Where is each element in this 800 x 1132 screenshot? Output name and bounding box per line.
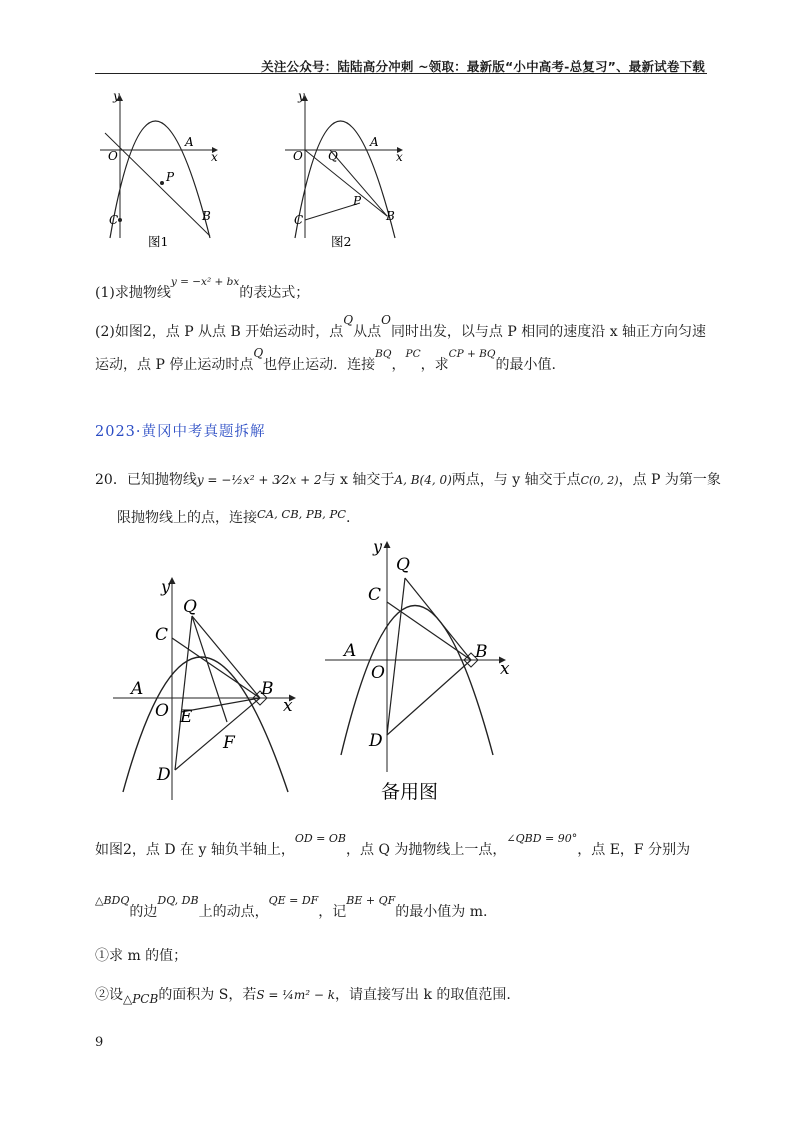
parabola	[110, 121, 210, 238]
q20-text-d: ，点 P 为第一象	[618, 472, 721, 488]
caption-fig2: 图2	[331, 234, 352, 249]
part2-line2-a: 运动，点 P 停止运动时点	[95, 357, 254, 373]
caption-spare-figure: 备用图	[381, 781, 439, 803]
q20-line2-a: 限抛物线上的点，连接	[117, 510, 257, 526]
segment-eb	[181, 698, 260, 712]
parabola	[341, 606, 493, 756]
body-line2-b: 上的动点，	[198, 904, 269, 920]
figure-1	[100, 89, 218, 249]
label-b: B	[386, 209, 395, 223]
question-part-2-line1	[95, 313, 707, 342]
sub-question-2	[95, 985, 511, 1005]
body-text-c: ，点 E，F 分别为	[577, 842, 691, 858]
part2-text-a: (2)如图2，点 P 从点 B 开始运动时，点	[95, 324, 344, 340]
cond-od-ob: OD = OB	[294, 832, 346, 845]
label-x: x	[396, 150, 403, 164]
label-d: D	[157, 765, 171, 785]
header-text: 关注公众号：陆陆高分冲刺 ~领取：最新版“小中高考-总复习”、最新试卷下载	[261, 59, 705, 74]
cond-qe-df: QE = DF	[268, 894, 319, 907]
figure-right	[325, 537, 510, 803]
label-p: P	[166, 170, 175, 184]
label-o: O	[108, 149, 118, 163]
figures-middle	[95, 530, 535, 810]
label-q: Q	[328, 149, 338, 163]
figure-2	[285, 89, 403, 249]
segment-qd	[387, 578, 405, 735]
segment-cp	[305, 203, 360, 220]
label-a: A	[370, 135, 379, 149]
section-title: 2023·黄冈中考真题拆解	[95, 424, 266, 440]
caption-fig1: 图1	[148, 234, 169, 249]
label-c: C	[109, 213, 119, 227]
label-q: Q	[183, 597, 197, 617]
label-e: E	[180, 707, 193, 727]
label-x: x	[211, 150, 218, 164]
body-line2-d: 的最小值为 m.	[395, 904, 488, 920]
sub2-text-c: ，请直接写出 k 的取值范围.	[335, 987, 511, 1003]
label-b: B	[202, 209, 211, 223]
label-o: O	[293, 149, 303, 163]
triangle-bdq: △BDQ	[95, 894, 130, 907]
label-y: y	[113, 89, 120, 103]
page-number: 9	[95, 1035, 104, 1050]
segment-db	[387, 660, 471, 735]
label-q: Q	[396, 555, 410, 575]
part2-expr: CP + BQ	[448, 348, 496, 360]
part2-line2-q: Q	[253, 346, 264, 360]
body-line2-a: 的边	[129, 904, 158, 920]
part2-line2-b: 也停止运动．连接	[263, 357, 376, 373]
part2-line2-d: 的最小值.	[495, 357, 556, 373]
edges: DQ, DB	[157, 894, 199, 907]
part2-pc: PC	[405, 348, 421, 360]
header-divider	[95, 73, 707, 74]
sub2-text-a: ②设	[95, 987, 123, 1003]
segment-qf	[192, 616, 227, 722]
label-o: O	[155, 701, 169, 721]
question-part-1	[95, 276, 310, 304]
q20-line1	[95, 470, 721, 491]
figure-left	[113, 577, 295, 800]
q20-number: 20．	[95, 472, 127, 488]
expr-be-qf: BE + QF	[346, 894, 396, 907]
sub2-formula: S = ¼m² − k	[256, 988, 336, 1002]
cond-angle: ∠QBD = 90°	[506, 832, 578, 845]
part2-text-c: 同时出发，以与点 P 相同的速度沿 x 轴正方向匀速	[390, 324, 707, 340]
figures-top	[95, 88, 435, 253]
label-a: A	[185, 135, 194, 149]
part2-q: Q	[343, 313, 354, 327]
parabola	[123, 657, 288, 792]
part1-pre: (1)求抛物线	[95, 285, 171, 301]
q20-segments: CA, CB, PB, PC	[257, 507, 347, 521]
body-text-b: ，点 Q 为抛物线上一点，	[346, 842, 507, 858]
point-c	[118, 218, 122, 222]
q20-body-line1	[95, 832, 691, 861]
segment-qb	[405, 578, 471, 660]
label-x: x	[283, 696, 293, 716]
label-y: y	[161, 577, 171, 596]
label-b: B	[475, 642, 488, 662]
label-c: C	[294, 213, 304, 227]
line-ob	[305, 150, 387, 216]
label-f: F	[223, 733, 235, 753]
q20-points: A, B(4, 0)	[394, 473, 452, 487]
label-p: P	[353, 194, 362, 208]
triangle-pcb: △PCB	[123, 992, 159, 1006]
label-o: O	[371, 663, 385, 683]
q20-text-a: 已知抛物线	[126, 472, 197, 488]
label-c: C	[155, 625, 169, 645]
body-line2-c: ，记	[318, 904, 347, 920]
segment-qd	[175, 616, 192, 770]
label-b: B	[261, 679, 274, 699]
q20-body-line2	[95, 894, 488, 923]
q20-line2-end: .	[346, 510, 351, 526]
part1-formula: y = −x² + bx	[170, 276, 240, 288]
question-part-2-line2	[95, 346, 556, 376]
q20-point-c: C(0, 2)	[580, 474, 619, 487]
part2-text-b: 从点	[353, 324, 382, 340]
part2-sep: ，	[391, 357, 406, 373]
part1-post: 的表达式；	[239, 285, 310, 301]
label-x: x	[500, 659, 510, 679]
q20-text-b: 与 x 轴交于	[321, 472, 395, 488]
sub2-text-b: 的面积为 S，若	[158, 987, 257, 1003]
q20-text-c: 两点，与 y 轴交于点	[451, 472, 581, 488]
part2-line2-c: ，求	[420, 357, 449, 373]
q20-formula: y = −½x² + 3⁄2x + 2	[196, 473, 322, 487]
body-text-a: 如图2，点 D 在 y 轴负半轴上，	[95, 842, 295, 858]
point-p	[160, 181, 164, 185]
label-d: D	[369, 731, 383, 751]
parabola	[295, 121, 395, 238]
q20-line2	[117, 508, 350, 528]
label-c: C	[368, 585, 382, 605]
part2-o: O	[381, 313, 391, 327]
sub-question-1: ①求 m 的值；	[95, 948, 188, 964]
part2-bq: BQ	[375, 348, 392, 360]
label-a: A	[131, 679, 144, 699]
label-a: A	[344, 641, 357, 661]
label-y: y	[298, 89, 305, 103]
label-y: y	[373, 537, 383, 556]
